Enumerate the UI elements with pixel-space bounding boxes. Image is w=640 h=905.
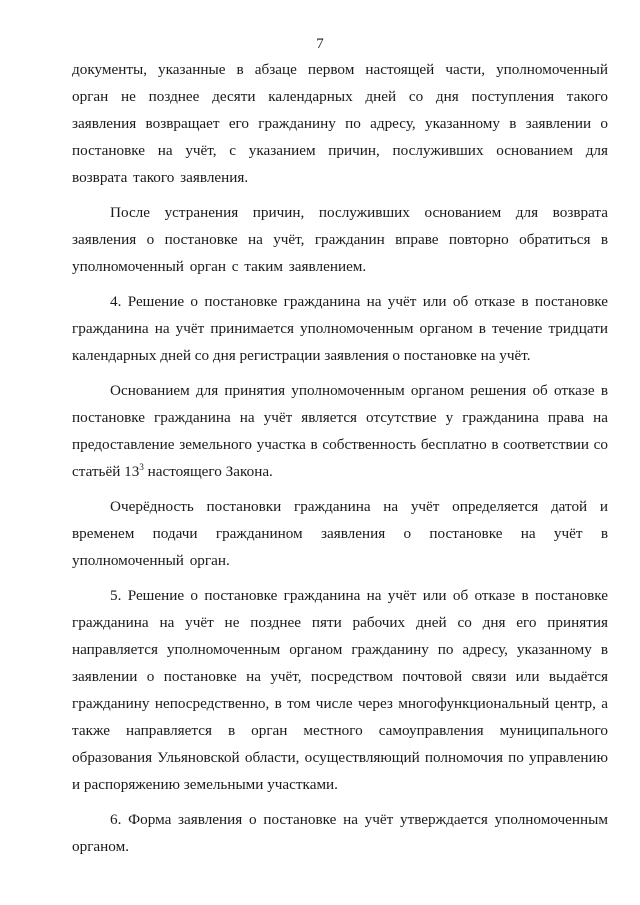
paragraph-1: документы, указанные в абзаце первом настоящей части, уполномоченный орган не позднее десяти календарных дней со дня поступления такого заявления возвращает его гражданину по адресу, указанному в заявлении о постановке на учёт, с указанием причин, послуживших основанием для возврата такого заявления. <box>72 61 608 186</box>
paragraph-4-text: Основанием для принятия уполномоченным органом решения об отказе в постановке гражданина на учёт является отсутствие у гражданина права на предоставление земельного участка в собственность бесплатно в соответствии со статьёй 13 <box>72 382 608 480</box>
page-number: 7 <box>316 36 324 52</box>
paragraph-7: 6. Форма заявления о постановке на учёт утверждается уполномоченным органом. <box>72 811 608 855</box>
paragraph-6: 5. Решение о постановке гражданина на учёт или об отказе в постановке гражданина на учёт не позднее пяти рабочих дней со дня его принятия направляется уполномоченным органом гражданину по адресу, указанному в заявлении о постановке на учёт, посредством почтовой связи или выдаётся гражданину непосредственно, в том числе через многофункциональный центр, а также направляется в орган местного самоуправления муниципального образования Ульяновской области, осуществляющий полномочия по управлению и распоряжению земельными участками. <box>72 587 608 793</box>
paragraph-4-tail: настоящего Закона. <box>143 463 273 480</box>
paragraph-3: 4. Решение о постановке гражданина на учёт или об отказе в постановке гражданина на учёт принимается уполномоченным органом в течение тридцати календарных дней со дня регистрации заявления о постановке на учёт. <box>72 293 608 364</box>
paragraph-2: После устранения причин, послуживших основанием для возврата заявления о постановке на учёт, гражданин вправе повторно обратиться в уполномоченный орган с таким заявлением. <box>72 204 608 275</box>
paragraph-4-superscript: 3 <box>139 461 144 472</box>
document-body <box>72 56 608 868</box>
paragraph-5: Очерёдность постановки гражданина на учёт определяется датой и временем подачи гражданином заявления о постановке на учёт в уполномоченный орган. <box>72 498 608 569</box>
paragraph-4 <box>72 377 608 485</box>
